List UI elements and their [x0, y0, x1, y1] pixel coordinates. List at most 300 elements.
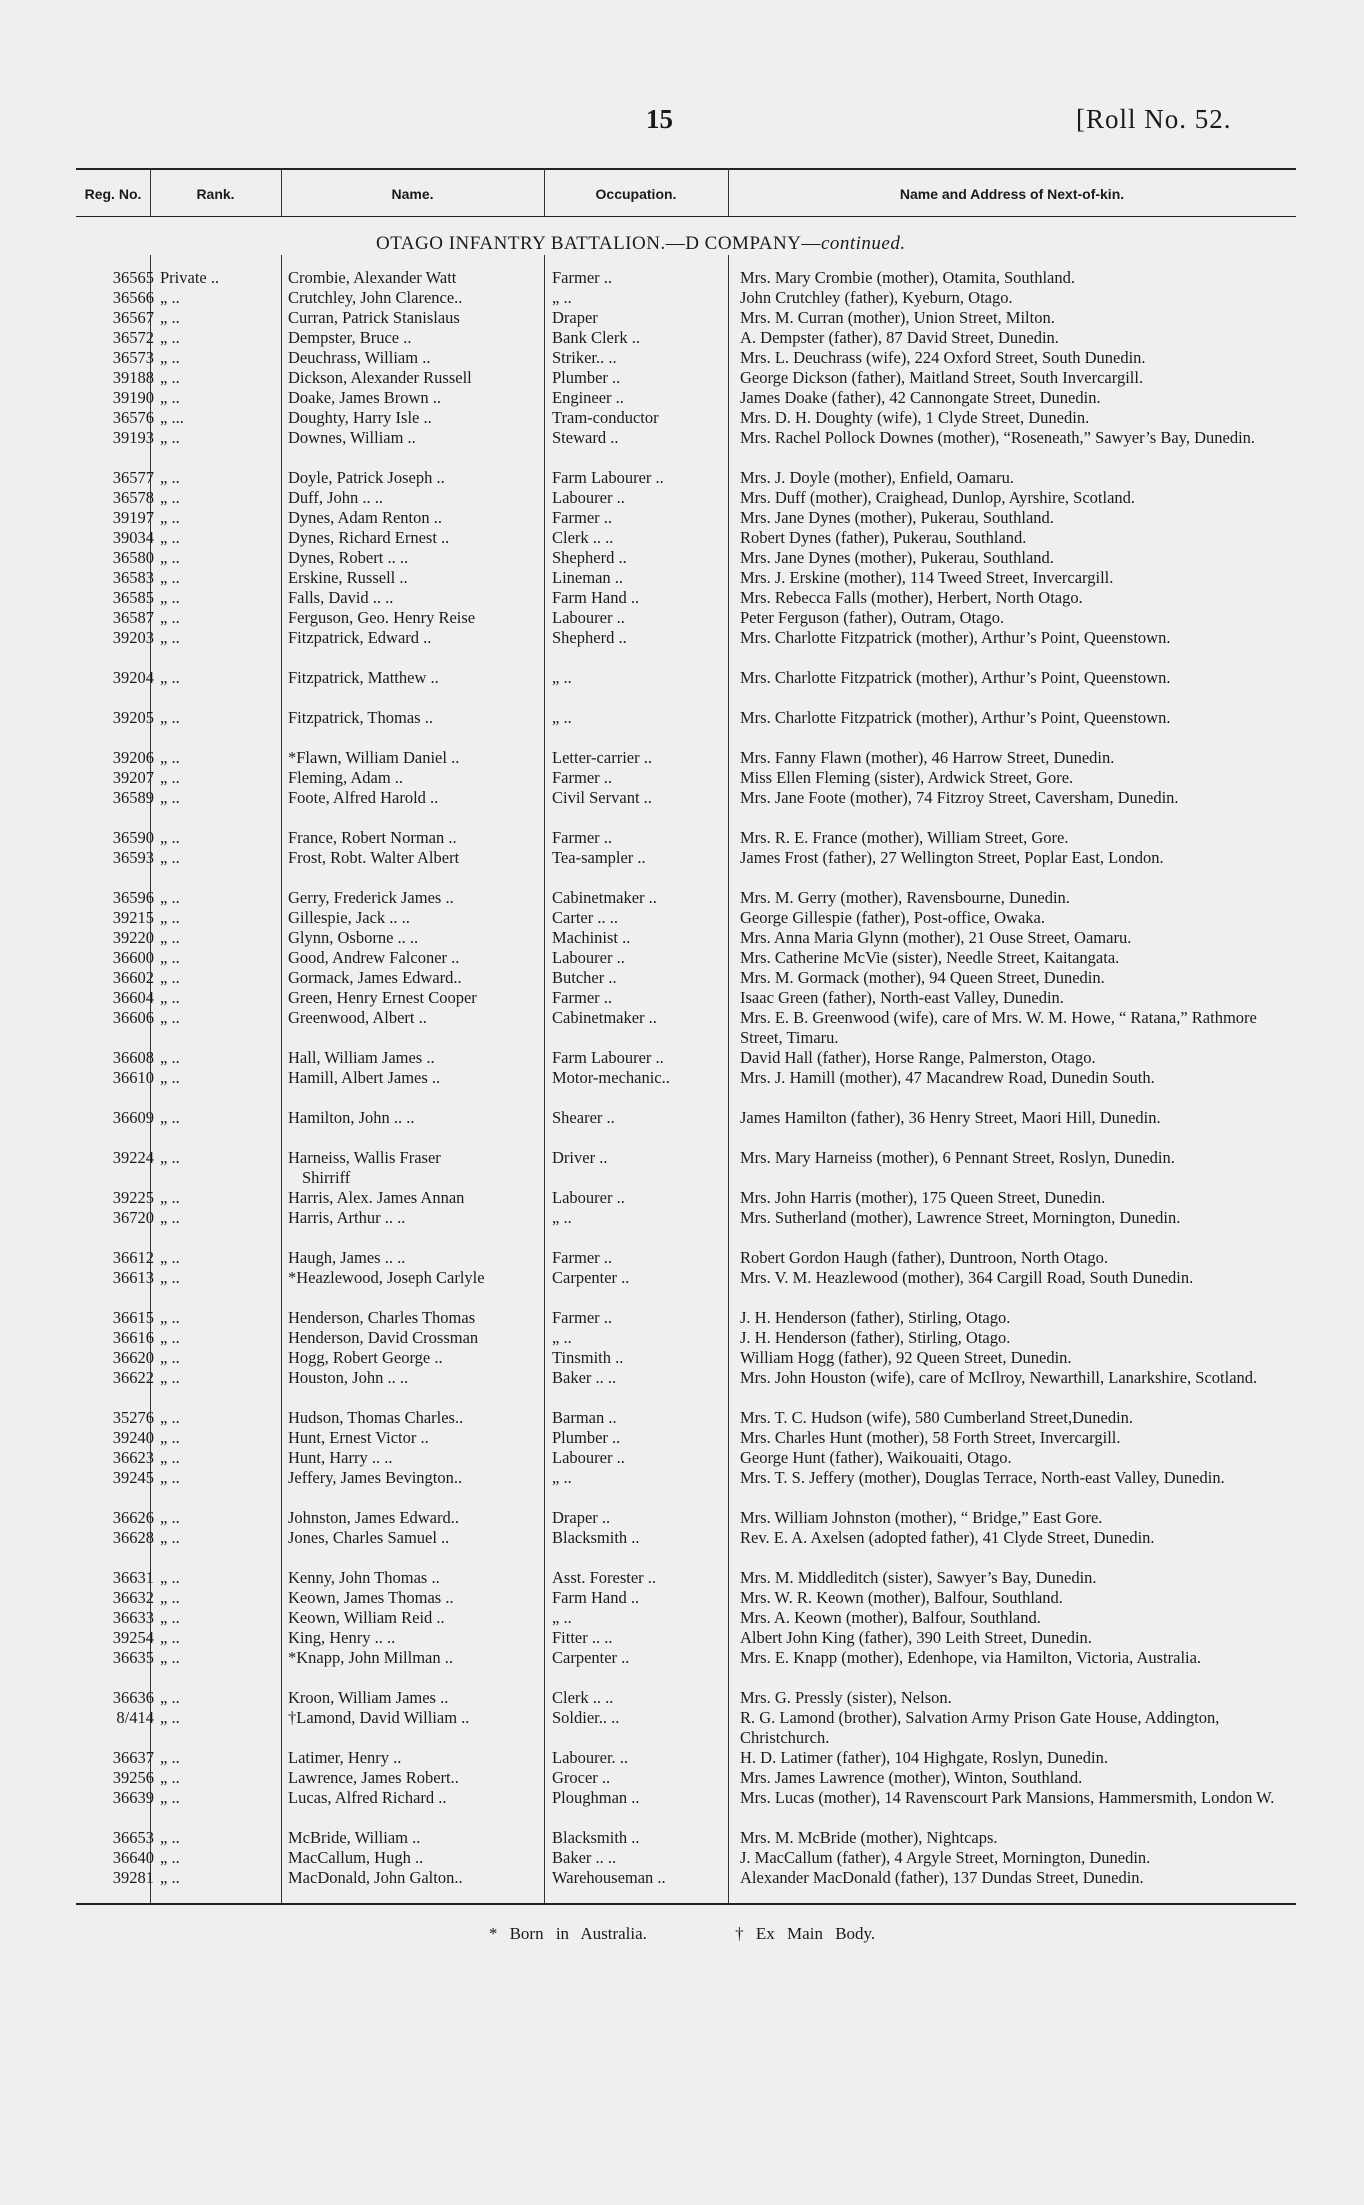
rank-cell: „ .. — [160, 1448, 180, 1467]
rank-cell: „ .. — [160, 1208, 180, 1227]
reg-no-cell: 39256 — [112, 1768, 154, 1787]
table-row — [0, 1108, 1364, 1148]
name-cell: Doughty, Harry Isle .. — [288, 408, 432, 427]
reg-no-cell: 36631 — [112, 1568, 154, 1587]
next-of-kin-cell: Mrs. M. Gerry (mother), Ravensbourne, Dunedin. — [740, 888, 1070, 907]
rank-cell: „ .. — [160, 1048, 180, 1067]
table-row — [0, 988, 1364, 1008]
reg-no-cell: 36577 — [112, 468, 154, 487]
reg-no-cell: 39203 — [112, 628, 154, 647]
rank-cell: „ .. — [160, 928, 180, 947]
table-row — [0, 768, 1364, 788]
next-of-kin-cell: Mrs. M. Gormack (mother), 94 Queen Street, Dunedin. — [740, 968, 1105, 987]
next-of-kin-cell: Mrs. Charlotte Fitzpatrick (mother), Arthur’s Point, Queenstown. — [740, 668, 1171, 687]
occupation-cell: Steward .. — [552, 428, 619, 447]
next-of-kin-cell: Mrs. M. Middleditch (sister), Sawyer’s Bay, Dunedin. — [740, 1568, 1097, 1587]
next-of-kin-cell: George Hunt (father), Waikouaiti, Otago. — [740, 1448, 1012, 1467]
table-row — [0, 1188, 1364, 1208]
name-cell: MacCallum, Hugh .. — [288, 1848, 424, 1867]
header-occupation: Occupation. — [595, 186, 677, 202]
name-cell: Falls, David .. .. — [288, 588, 394, 607]
name-cell: McBride, William .. — [288, 1828, 421, 1847]
rank-cell: „ .. — [160, 1528, 180, 1547]
next-of-kin-cell: Mrs. Mary Harneiss (mother), 6 Pennant Street, Roslyn, Dunedin. — [740, 1148, 1175, 1167]
reg-no-cell: 36606 — [112, 1008, 154, 1027]
next-of-kin-cell: Mrs. Rebecca Falls (mother), Herbert, North Otago. — [740, 588, 1083, 607]
occupation-cell: Farmer .. — [552, 828, 613, 847]
rank-cell: „ .. — [160, 1368, 180, 1387]
reg-no-cell: 36616 — [112, 1328, 154, 1347]
rank-cell: „ .. — [160, 1008, 180, 1027]
occupation-cell: „ .. — [552, 1468, 572, 1487]
name-cell: Lawrence, James Robert.. — [288, 1768, 459, 1787]
reg-no-cell: 36653 — [112, 1828, 154, 1847]
rank-cell: „ .. — [160, 508, 180, 527]
occupation-cell: Lineman .. — [552, 568, 624, 587]
occupation-cell: Farm Labourer .. — [552, 468, 664, 487]
rank-cell: „ .. — [160, 1708, 180, 1727]
name-cell: Hunt, Harry .. .. — [288, 1448, 393, 1467]
reg-no-cell: 36626 — [112, 1508, 154, 1527]
reg-no-cell: 39215 — [112, 908, 154, 927]
reg-no-cell: 36573 — [112, 348, 154, 367]
name-cell: Hamill, Albert James .. — [288, 1068, 441, 1087]
reg-no-cell: 36633 — [112, 1608, 154, 1627]
rank-cell: „ .. — [160, 828, 180, 847]
rank-cell: „ .. — [160, 988, 180, 1007]
occupation-cell: Labourer .. — [552, 948, 625, 967]
occupation-cell: Barman .. — [552, 1408, 617, 1427]
reg-no-cell: 36596 — [112, 888, 154, 907]
reg-no-cell: 36572 — [112, 328, 154, 347]
rank-cell: „ .. — [160, 1868, 180, 1887]
table-row — [0, 1588, 1364, 1608]
occupation-cell: Tinsmith .. — [552, 1348, 624, 1367]
rank-cell: Private .. — [160, 268, 220, 287]
header-reg-no: Reg. No. — [84, 186, 142, 202]
rank-cell: „ .. — [160, 1828, 180, 1847]
name-cell: Hall, William James .. — [288, 1048, 435, 1067]
occupation-cell: Labourer .. — [552, 1448, 625, 1467]
next-of-kin-cell: A. Dempster (father), 87 David Street, Dunedin. — [740, 328, 1059, 347]
reg-no-cell: 39197 — [112, 508, 154, 527]
reg-no-cell: 36632 — [112, 1588, 154, 1607]
next-of-kin-cell: Mrs. Catherine McVie (sister), Needle Street, Kaitangata. — [740, 948, 1120, 967]
reg-no-cell: 36604 — [112, 988, 154, 1007]
name-cell: Dynes, Robert .. .. — [288, 548, 409, 567]
next-of-kin-cell: Mrs. Jane Dynes (mother), Pukerau, Southland. — [740, 508, 1054, 527]
rank-cell: „ .. — [160, 908, 180, 927]
table-row — [0, 1828, 1364, 1848]
rank-cell: „ .. — [160, 368, 180, 387]
occupation-cell: Warehouseman .. — [552, 1868, 666, 1887]
name-cell: Gormack, James Edward.. — [288, 968, 462, 987]
name-cell: †Lamond, David William .. — [288, 1708, 470, 1727]
table-row — [0, 388, 1364, 408]
rank-cell: „ .. — [160, 668, 180, 687]
occupation-cell: „ .. — [552, 708, 572, 727]
reg-no-cell: 39281 — [112, 1868, 154, 1887]
table-row — [0, 308, 1364, 328]
reg-no-cell: 36637 — [112, 1748, 154, 1767]
next-of-kin-cell: Miss Ellen Fleming (sister), Ardwick Street, Gore. — [740, 768, 1074, 787]
reg-no-cell: 39206 — [112, 748, 154, 767]
occupation-cell: Farm Labourer .. — [552, 1048, 664, 1067]
table-row — [0, 668, 1364, 708]
reg-no-cell: 39224 — [112, 1148, 154, 1167]
roll-number: [Roll No. 52. — [1076, 104, 1232, 134]
rank-cell: „ .. — [160, 708, 180, 727]
occupation-cell: „ .. — [552, 1208, 572, 1227]
footnotes — [0, 1924, 1364, 1944]
name-cell: Foote, Alfred Harold .. — [288, 788, 439, 807]
name-cell: Keown, William Reid .. — [288, 1608, 445, 1627]
occupation-cell: Carpenter .. — [552, 1268, 630, 1287]
rank-cell: „ .. — [160, 388, 180, 407]
occupation-cell: Motor-mechanic.. — [552, 1068, 670, 1087]
rank-cell: „ .. — [160, 1188, 180, 1207]
table-row — [0, 588, 1364, 608]
table-row — [0, 368, 1364, 388]
occupation-cell: Plumber .. — [552, 1428, 621, 1447]
occupation-cell: Striker.. .. — [552, 348, 617, 367]
name-cell: Lucas, Alfred Richard .. — [288, 1788, 447, 1807]
next-of-kin-cell: Mrs. J. Hamill (mother), 47 Macandrew Road, Dunedin South. — [740, 1068, 1155, 1087]
name-cell: Harneiss, Wallis Fraser — [288, 1148, 441, 1167]
reg-no-cell: 39193 — [112, 428, 154, 447]
next-of-kin-cell: Mrs. R. E. France (mother), William Street, Gore. — [740, 828, 1069, 847]
name-cell: Doyle, Patrick Joseph .. — [288, 468, 445, 487]
next-of-kin-cell: Mrs. T. S. Jeffery (mother), Douglas Terrace, North-east Valley, Dunedin. — [740, 1468, 1225, 1487]
section-title-text: OTAGO INFANTRY BATTALION.—D COMPANY— — [376, 233, 821, 254]
rank-cell: „ .. — [160, 1688, 180, 1707]
next-of-kin-cell: Mrs. W. R. Keown (mother), Balfour, Southland. — [740, 1588, 1063, 1607]
name-cell: Keown, James Thomas .. — [288, 1588, 454, 1607]
next-of-kin-cell: J. H. Henderson (father), Stirling, Otago. — [740, 1328, 1011, 1347]
name-cell: Curran, Patrick Stanislaus — [288, 308, 460, 327]
name-cell: Henderson, David Crossman — [288, 1328, 479, 1347]
occupation-cell: Draper .. — [552, 1508, 611, 1527]
footnote-born-australia: * Born in Australia. — [488, 1924, 647, 1943]
occupation-cell: Clerk .. .. — [552, 528, 614, 547]
occupation-cell: Tram-conductor — [552, 408, 659, 427]
table-row — [0, 408, 1364, 428]
occupation-cell: Labourer .. — [552, 1188, 625, 1207]
table-row — [0, 1868, 1364, 1888]
reg-no-cell: 36578 — [112, 488, 154, 507]
name-cell: Dempster, Bruce .. — [288, 328, 412, 347]
reg-no-cell: 39240 — [112, 1428, 154, 1447]
reg-no-cell: 39190 — [112, 388, 154, 407]
rank-cell: „ .. — [160, 288, 180, 307]
occupation-cell: Farmer .. — [552, 768, 613, 787]
reg-no-cell: 36600 — [112, 948, 154, 967]
next-of-kin-cell: Mrs. D. H. Doughty (wife), 1 Clyde Street, Dunedin. — [740, 408, 1090, 427]
table-row — [0, 348, 1364, 368]
reg-no-cell: 35276 — [112, 1408, 154, 1427]
name-cell: Fleming, Adam .. — [288, 768, 404, 787]
reg-no-cell: 36583 — [112, 568, 154, 587]
next-of-kin-cell: Mrs. Jane Foote (mother), 74 Fitzroy Street, Caversham, Dunedin. — [740, 788, 1179, 807]
name-cell: Fitzpatrick, Thomas .. — [288, 708, 433, 727]
table-row — [0, 568, 1364, 588]
occupation-cell: Farmer .. — [552, 508, 613, 527]
table-row — [0, 268, 1364, 288]
next-of-kin-cell: James Frost (father), 27 Wellington Street, Poplar East, London. — [740, 848, 1164, 867]
roll-table — [0, 268, 1364, 1888]
next-of-kin-cell: Mrs. M. Curran (mother), Union Street, Milton. — [740, 308, 1055, 327]
occupation-cell: Labourer. .. — [552, 1748, 629, 1767]
occupation-cell: Draper — [552, 308, 598, 327]
footnote-main-body: † Ex Main Body. — [735, 1924, 876, 1943]
occupation-cell: Soldier.. .. — [552, 1708, 620, 1727]
occupation-cell: Shearer .. — [552, 1108, 615, 1127]
name-cell: Harris, Arthur .. .. — [288, 1208, 406, 1227]
rank-cell: „ .. — [160, 888, 180, 907]
occupation-cell: Farmer .. — [552, 1248, 613, 1267]
table-row — [0, 788, 1364, 828]
table-row — [0, 908, 1364, 928]
table-row — [0, 1148, 1364, 1188]
next-of-kin-cell: Peter Ferguson (father), Outram, Otago. — [740, 608, 1005, 627]
next-of-kin-cell: Mrs. Sutherland (mother), Lawrence Street, Mornington, Dunedin. — [740, 1208, 1181, 1227]
table-row — [0, 1688, 1364, 1708]
reg-no-cell: 36609 — [112, 1108, 154, 1127]
rank-cell: „ .. — [160, 1408, 180, 1427]
next-of-kin-cell: Mrs. Jane Dynes (mother), Pukerau, Southland. — [740, 548, 1054, 567]
rank-cell: „ .. — [160, 1508, 180, 1527]
reg-no-cell: 39207 — [112, 768, 154, 787]
next-of-kin-cell: John Crutchley (father), Kyeburn, Otago. — [740, 288, 1013, 307]
table-row — [0, 548, 1364, 568]
occupation-cell: Baker .. .. — [552, 1848, 617, 1867]
next-of-kin-cell: Mrs. Duff (mother), Craighead, Dunlop, Ayrshire, Scotland. — [740, 488, 1136, 507]
occupation-cell: Letter-carrier .. — [552, 748, 652, 767]
header-rank: Rank. — [196, 186, 235, 202]
reg-no-cell: 39254 — [112, 1628, 154, 1647]
next-of-kin-cell: Mrs. T. C. Hudson (wife), 580 Cumberland Street,Dunedin. — [740, 1408, 1134, 1427]
name-cell: France, Robert Norman .. — [288, 828, 457, 847]
name-cell-continued: Shirriff — [302, 1168, 351, 1187]
next-of-kin-cell: Mrs. Charles Hunt (mother), 58 Forth Street, Invercargill. — [740, 1428, 1121, 1447]
next-of-kin-cell: Albert John King (father), 390 Leith Street, Dunedin. — [740, 1628, 1092, 1647]
table-row — [0, 928, 1364, 948]
reg-no-cell: 36639 — [112, 1788, 154, 1807]
name-cell: Ferguson, Geo. Henry Reise — [288, 608, 476, 627]
table-row — [0, 628, 1364, 668]
name-cell: MacDonald, John Galton.. — [288, 1868, 463, 1887]
reg-no-cell: 36589 — [112, 788, 154, 807]
rank-cell: „ .. — [160, 348, 180, 367]
name-cell: Gillespie, Jack .. .. — [288, 908, 410, 927]
table-row — [0, 1648, 1364, 1688]
occupation-cell: Labourer .. — [552, 608, 625, 627]
occupation-cell: Farmer .. — [552, 1308, 613, 1327]
rank-cell: „ .. — [160, 788, 180, 807]
name-cell: Good, Andrew Falconer .. — [288, 948, 460, 967]
occupation-cell: Plumber .. — [552, 368, 621, 387]
name-cell: Latimer, Henry .. — [288, 1748, 402, 1767]
rank-cell: „ .. — [160, 968, 180, 987]
rank-cell: „ ... — [160, 408, 184, 427]
table-row — [0, 1048, 1364, 1068]
table-row — [0, 1448, 1364, 1468]
name-cell: Dynes, Adam Renton .. — [288, 508, 442, 527]
occupation-cell: Shepherd .. — [552, 628, 627, 647]
table-row — [0, 608, 1364, 628]
rank-cell: „ .. — [160, 608, 180, 627]
reg-no-cell: 36567 — [112, 308, 154, 327]
reg-no-cell: 39034 — [112, 528, 154, 547]
occupation-cell: Farm Hand .. — [552, 588, 640, 607]
occupation-cell: Farmer .. — [552, 988, 613, 1007]
next-of-kin-cell: Mrs. John Harris (mother), 175 Queen Street, Dunedin. — [740, 1188, 1106, 1207]
next-of-kin-cell: Mrs. M. McBride (mother), Nightcaps. — [740, 1828, 998, 1847]
name-cell: Glynn, Osborne .. .. — [288, 928, 419, 947]
rank-cell: „ .. — [160, 1608, 180, 1627]
table-row — [0, 488, 1364, 508]
occupation-cell: Fitter .. .. — [552, 1628, 613, 1647]
reg-no-cell: 36640 — [112, 1848, 154, 1867]
reg-no-cell: 39245 — [112, 1468, 154, 1487]
rank-cell: „ .. — [160, 1748, 180, 1767]
table-row — [0, 1428, 1364, 1448]
rank-cell: „ .. — [160, 1648, 180, 1667]
table-row — [0, 1568, 1364, 1588]
name-cell: Green, Henry Ernest Cooper — [288, 988, 477, 1007]
table-row — [0, 508, 1364, 528]
table-row — [0, 468, 1364, 488]
reg-no-cell: 36580 — [112, 548, 154, 567]
rule-top — [76, 168, 1296, 170]
section-title — [376, 233, 906, 255]
occupation-cell: Carpenter .. — [552, 1648, 630, 1667]
rank-cell: „ .. — [160, 1148, 180, 1167]
header-name: Name. — [391, 186, 434, 202]
occupation-cell: Cabinetmaker .. — [552, 888, 657, 907]
next-of-kin-cell: William Hogg (father), 92 Queen Street, Dunedin. — [740, 1348, 1072, 1367]
rank-cell: „ .. — [160, 1308, 180, 1327]
reg-no-cell: 39225 — [112, 1188, 154, 1207]
name-cell: Crombie, Alexander Watt — [288, 268, 457, 287]
table-row — [0, 1788, 1364, 1828]
name-cell: Kroon, William James .. — [288, 1688, 449, 1707]
occupation-cell: Shepherd .. — [552, 548, 627, 567]
next-of-kin-cell: James Hamilton (father), 36 Henry Street, Maori Hill, Dunedin. — [740, 1108, 1161, 1127]
name-cell: Crutchley, John Clarence.. — [288, 288, 463, 307]
occupation-cell: Clerk .. .. — [552, 1688, 614, 1707]
reg-no-cell: 36585 — [112, 588, 154, 607]
name-cell: Hudson, Thomas Charles.. — [288, 1408, 464, 1427]
next-of-kin-cell: Mrs. Mary Crombie (mother), Otamita, Southland. — [740, 268, 1075, 287]
next-of-kin-cell: Robert Gordon Haugh (father), Duntroon, North Otago. — [740, 1248, 1108, 1267]
next-of-kin-cell: J. H. Henderson (father), Stirling, Otago. — [740, 1308, 1011, 1327]
table-row — [0, 1748, 1364, 1768]
table-row — [0, 1368, 1364, 1408]
reg-no-cell: 39188 — [112, 368, 154, 387]
table-row — [0, 1268, 1364, 1308]
occupation-cell: Farm Hand .. — [552, 1588, 640, 1607]
table-row — [0, 1248, 1364, 1268]
occupation-cell: Butcher .. — [552, 968, 617, 987]
table-row — [0, 828, 1364, 848]
rank-cell: „ .. — [160, 528, 180, 547]
next-of-kin-cell: J. MacCallum (father), 4 Argyle Street, Mornington, Dunedin. — [740, 1848, 1151, 1867]
name-cell: Frost, Robt. Walter Albert — [288, 848, 460, 867]
next-of-kin-cell: Mrs. Fanny Flawn (mother), 46 Harrow Street, Dunedin. — [740, 748, 1115, 767]
table-row — [0, 1308, 1364, 1328]
name-cell: *Knapp, John Millman .. — [288, 1648, 453, 1667]
reg-no-cell: 36565 — [112, 268, 154, 287]
rank-cell: „ .. — [160, 848, 180, 867]
occupation-cell: Cabinetmaker .. — [552, 1008, 657, 1027]
rank-cell: „ .. — [160, 1848, 180, 1867]
occupation-cell: Carter .. .. — [552, 908, 618, 927]
name-cell: Hogg, Robert George .. — [288, 1348, 443, 1367]
reg-no-cell: 36613 — [112, 1268, 154, 1287]
occupation-cell: Asst. Forester .. — [552, 1568, 657, 1587]
rank-cell: „ .. — [160, 1268, 180, 1287]
next-of-kin-cell: H. D. Latimer (father), 104 Highgate, Roslyn, Dunedin. — [740, 1748, 1108, 1767]
next-of-kin-cell: James Doake (father), 42 Cannongate Street, Dunedin. — [740, 388, 1101, 407]
next-of-kin-cell: Mrs. James Lawrence (mother), Winton, Southland. — [740, 1768, 1083, 1787]
next-of-kin-cell: Mrs. E. Knapp (mother), Edenhope, via Hamilton, Victoria, Australia. — [740, 1648, 1202, 1667]
next-of-kin-cell: Isaac Green (father), North-east Valley, Dunedin. — [740, 988, 1064, 1007]
rule-header — [76, 216, 1296, 217]
reg-no-cell: 8/414 — [116, 1708, 154, 1727]
next-of-kin-cell: Mrs. V. M. Heazlewood (mother), 364 Cargill Road, South Dunedin. — [740, 1268, 1194, 1287]
rank-cell: „ .. — [160, 748, 180, 767]
table-row — [0, 1468, 1364, 1508]
next-of-kin-cell: Mrs. J. Erskine (mother), 114 Tweed Street, Invercargill. — [740, 568, 1114, 587]
name-cell: Downes, William .. — [288, 428, 416, 447]
table-row — [0, 888, 1364, 908]
occupation-cell: Tea-sampler .. — [552, 848, 646, 867]
name-cell: King, Henry .. .. — [288, 1628, 396, 1647]
reg-no-cell: 36610 — [112, 1068, 154, 1087]
name-cell: Kenny, John Thomas .. — [288, 1568, 440, 1587]
name-cell: *Flawn, William Daniel .. — [288, 748, 460, 767]
table-row — [0, 948, 1364, 968]
next-of-kin-cell: George Gillespie (father), Post-office, Owaka. — [740, 908, 1045, 927]
occupation-cell: Civil Servant .. — [552, 788, 652, 807]
reg-no-cell: 36635 — [112, 1648, 154, 1667]
table-row — [0, 1008, 1364, 1048]
next-of-kin-cell: Rev. E. A. Axelsen (adopted father), 41 Clyde Street, Dunedin. — [740, 1528, 1155, 1547]
occupation-cell: Grocer .. — [552, 1768, 611, 1787]
occupation-cell: Blacksmith .. — [552, 1828, 640, 1847]
reg-no-cell: 36576 — [112, 408, 154, 427]
occupation-cell: Blacksmith .. — [552, 1528, 640, 1547]
table-row — [0, 708, 1364, 748]
occupation-cell: Baker .. .. — [552, 1368, 617, 1387]
next-of-kin-cell: George Dickson (father), Maitland Street, South Invercargill. — [740, 368, 1144, 387]
occupation-cell: „ .. — [552, 668, 572, 687]
next-of-kin-cell: Mrs. Anna Maria Glynn (mother), 21 Ouse Street, Oamaru. — [740, 928, 1132, 947]
occupation-cell: Farmer .. — [552, 268, 613, 287]
table-row — [0, 1628, 1364, 1648]
name-cell: Dynes, Richard Ernest .. — [288, 528, 450, 547]
table-row — [0, 1068, 1364, 1108]
table-row — [0, 1348, 1364, 1368]
next-of-kin-cell: David Hall (father), Horse Range, Palmerston, Otago. — [740, 1048, 1096, 1067]
rule-bottom — [76, 1903, 1296, 1905]
rank-cell: „ .. — [160, 1108, 180, 1127]
reg-no-cell: 36566 — [112, 288, 154, 307]
name-cell: Deuchrass, William .. — [288, 348, 431, 367]
table-row — [0, 1408, 1364, 1428]
header-next-of-kin: Name and Address of Next-of-kin. — [899, 186, 1125, 202]
